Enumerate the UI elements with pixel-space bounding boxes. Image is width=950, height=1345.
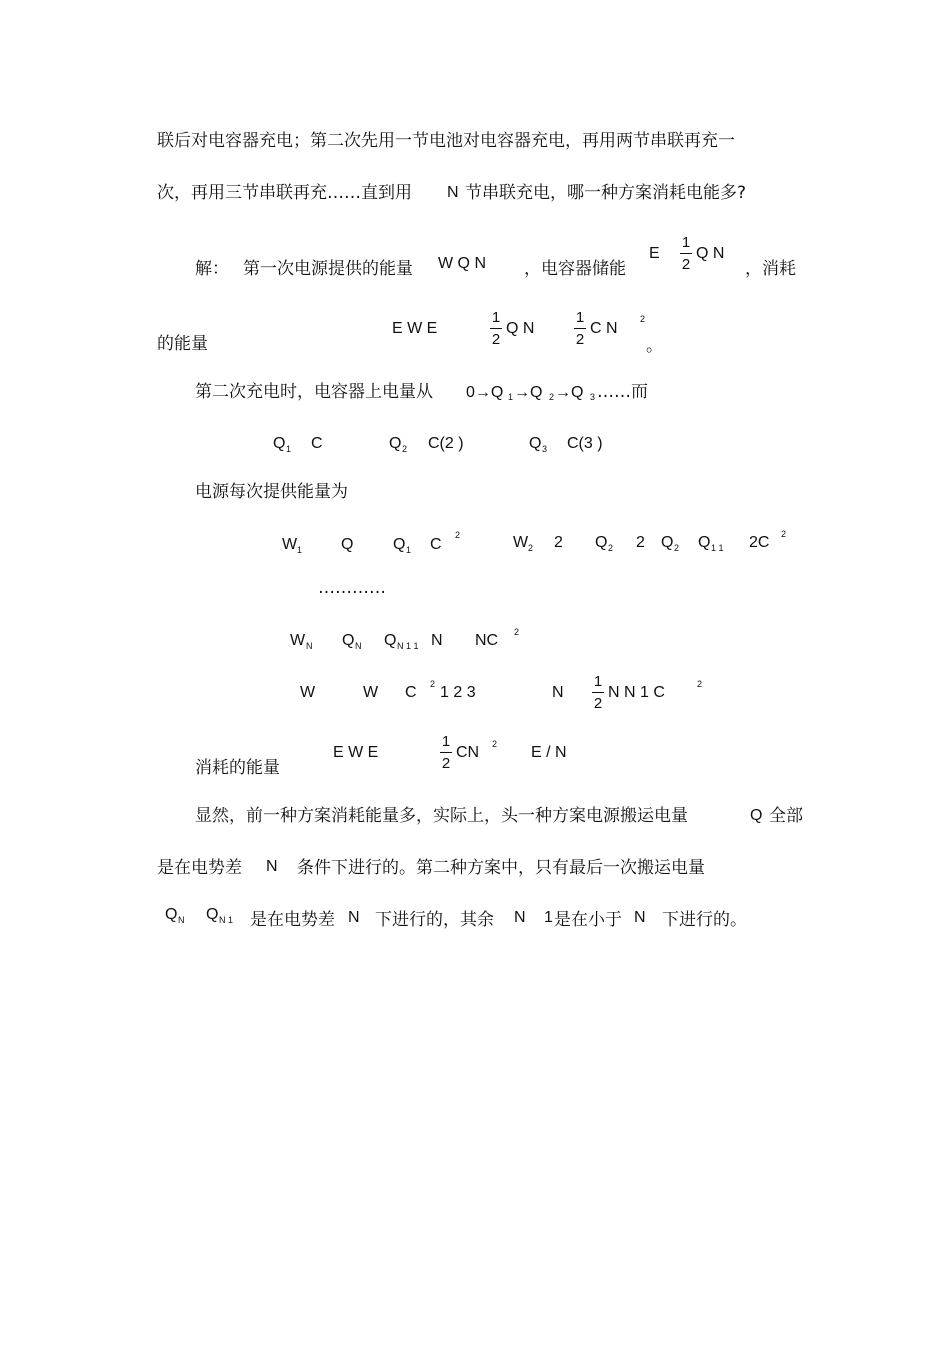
problem-line-2-end: 节串联充电，哪一种方案消耗电能多? [465, 183, 747, 203]
equation-qn-2: Q N [506, 320, 535, 337]
charge-chain-arrow-2: →Q [555, 384, 584, 401]
fraction-denominator: 2 [441, 755, 451, 772]
equation-e-w-e: E W E [392, 320, 438, 337]
subscript-1: 1 [508, 392, 514, 402]
q3-subscript: 3 [542, 444, 548, 454]
consume-cn: CN [456, 744, 480, 761]
conclusion-qn-subscript: N [178, 915, 185, 925]
fraction-denominator: 2 [681, 256, 691, 273]
qn-symbol: Q [342, 632, 355, 649]
qn1-symbol: Q [384, 632, 397, 649]
fraction-half-2 [490, 309, 502, 348]
fraction-half-1 [680, 234, 692, 273]
w2-coefficient: 2 [554, 534, 563, 551]
consume-equation: E W E [333, 744, 379, 761]
w1-q1-subscript: 1 [406, 545, 412, 555]
conclusion-q: Q [750, 807, 763, 824]
conclusion-line-3c: 是在小于 [554, 910, 622, 930]
subscript-3: 3 [590, 392, 596, 402]
conclusion-line-1-end: 全部 [769, 806, 803, 826]
consume-rest: E / N [531, 744, 567, 761]
fraction-numerator: 1 [681, 234, 691, 251]
problem-line-1: 联后对电容器充电；第二次先用一节电池对电容器充电，再用两节串联再充一 [157, 131, 735, 151]
w2-q1: Q [698, 534, 711, 551]
energy-text: 电源每次提供能量为 [195, 482, 348, 502]
conclusion-qn1-subscript: N 1 [219, 915, 234, 925]
charge-chain-arrow-1: →Q [514, 384, 543, 401]
conclusion-line-3a: 是在电势差 [250, 910, 335, 930]
q2-symbol: Q [389, 435, 402, 452]
wn-symbol: W [290, 632, 306, 649]
fraction-half-5 [440, 733, 452, 772]
solution-line-2-text: 的能量 [157, 334, 208, 354]
conclusion-n: N [266, 858, 278, 875]
conclusion-n3: N [514, 909, 526, 926]
conclusion-one: 1 [544, 909, 553, 926]
w1-symbol: W [282, 536, 298, 553]
wsum-w2: W [363, 684, 379, 701]
solution-label: 解： [195, 259, 229, 279]
qn-subscript: N [355, 641, 362, 651]
conclusion-line-1: 显然，前一种方案消耗能量多，实际上，头一种方案电源搬运电量 [195, 806, 688, 826]
fraction-denominator: 2 [491, 331, 501, 348]
wsum-result: N N 1 C [608, 684, 665, 701]
conclusion-line-2a: 是在电势差 [157, 858, 242, 878]
fraction-bar [440, 752, 452, 753]
conclusion-qn: Q [165, 906, 178, 923]
fraction-numerator: 1 [593, 673, 603, 690]
fraction-bar [490, 328, 502, 329]
charge-chain-dots: ……而 [597, 382, 648, 402]
wsum-w: W [300, 684, 316, 701]
conclusion-line-3d: 下进行的。 [662, 910, 747, 930]
conclusion-line-2b: 条件下进行的。第二种方案中，只有最后一次搬运电量 [297, 858, 705, 878]
solution-text-1: 第一次电源提供的能量 [243, 259, 413, 279]
ellipsis-dots: ………… [318, 578, 386, 598]
w2-q2b: Q [661, 534, 674, 551]
w2-q2: Q [595, 534, 608, 551]
w2-q2-subscript: 2 [608, 543, 614, 553]
superscript-2: 2 [640, 314, 646, 324]
fraction-half-4 [592, 673, 604, 712]
wsum-series: 1 2 3 [440, 684, 476, 701]
fraction-bar [680, 253, 692, 254]
q1-symbol: Q [273, 435, 286, 452]
conclusion-n2: N [348, 909, 360, 926]
fraction-numerator: 1 [441, 733, 451, 750]
equation-cn: C N [590, 320, 618, 337]
fraction-numerator: 1 [491, 309, 501, 326]
wsum-c: C [405, 684, 417, 701]
wsum-n: N [552, 684, 564, 701]
qn1-subscript: N 1 1 [397, 641, 419, 651]
w1-c: C [430, 536, 442, 553]
conclusion-n4: N [634, 909, 646, 926]
fraction-half-3 [574, 309, 586, 348]
fraction-bar [592, 692, 604, 693]
fraction-denominator: 2 [593, 695, 603, 712]
wsum-superscript: 2 [430, 679, 436, 689]
q1-value: C [311, 435, 323, 452]
wsum-result-superscript: 2 [697, 679, 703, 689]
problem-n: N [447, 184, 459, 201]
solution-comma-2: ，消耗 [745, 259, 796, 279]
charge-chain-start: 0→Q [466, 384, 504, 401]
consume-text: 消耗的能量 [195, 758, 280, 778]
conclusion-qn1: Q [206, 906, 219, 923]
q2-value: C(2 ) [428, 435, 464, 452]
wn-subscript: N [306, 641, 313, 651]
period: 。 [646, 336, 663, 356]
w2-result: 2C [749, 534, 770, 551]
w1-q1: Q [393, 536, 406, 553]
fraction-bar [574, 328, 586, 329]
w1-superscript: 2 [455, 530, 461, 540]
w2-superscript: 2 [781, 529, 787, 539]
w2-two: 2 [636, 534, 645, 551]
problem-line-2: 次，再用三节串联再充……直到用 [157, 183, 412, 203]
w2-q1-subscript: 1 1 [711, 543, 724, 553]
q3-symbol: Q [529, 435, 542, 452]
fraction-denominator: 2 [575, 331, 585, 348]
w2-q2b-subscript: 2 [674, 543, 680, 553]
wn-result: NC [475, 632, 499, 649]
fraction-numerator: 1 [575, 309, 585, 326]
solution-comma-1: ，电容器储能 [524, 259, 626, 279]
equation-qn: Q N [696, 245, 725, 262]
w1-subscript: 1 [297, 545, 303, 555]
q2-subscript: 2 [402, 444, 408, 454]
w1-q: Q [341, 536, 354, 553]
w2-symbol: W [513, 534, 529, 551]
q3-value: C(3 ) [567, 435, 603, 452]
conclusion-line-3b: 下进行的，其余 [375, 910, 494, 930]
second-charge-text: 第二次充电时，电容器上电量从 [195, 382, 433, 402]
q1-subscript: 1 [286, 444, 292, 454]
consume-superscript: 2 [492, 739, 498, 749]
qn1-n: N [431, 632, 443, 649]
wn-superscript: 2 [514, 627, 520, 637]
equation-e: E [649, 245, 660, 262]
subscript-2: 2 [549, 392, 555, 402]
w2-subscript: 2 [528, 543, 534, 553]
equation-w-qn: W Q N [438, 255, 486, 272]
